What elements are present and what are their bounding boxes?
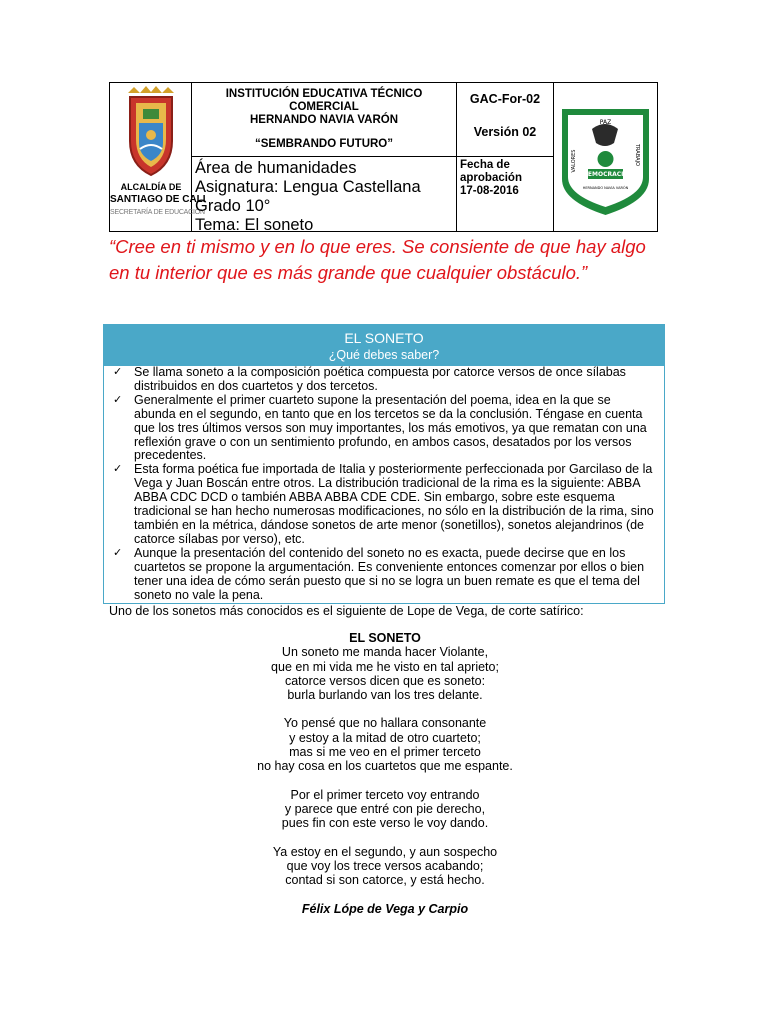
- alcaldia-logo: [110, 83, 206, 231]
- poem-verse: y estoy a la mitad de otro cuarteto;: [289, 730, 481, 745]
- checkmark-icon: ✓: [113, 366, 123, 378]
- poem-verse: mas si me veo en el primer terceto: [289, 745, 481, 760]
- checkmark-icon: ✓: [113, 463, 123, 476]
- approval-date: 17-08-2016: [460, 185, 519, 197]
- institution-name: INSTITUCIÓN EDUCATIVA TÉCNICO COMERCIAL: [225, 88, 423, 113]
- poem-author: Félix Lópe de Vega y Carpio: [301, 902, 469, 917]
- poem-verse: Yo pensé que no hallara consonante: [283, 716, 487, 731]
- list-item-text: Se llama soneto a la composición poética compuesta por catorce versos de once sílabas distribuidos en dos cuartetos y dos tercetos.: [134, 365, 626, 393]
- logo-line-3: SECRETARÍA DE EDUCACIÓN: [110, 209, 205, 216]
- document-header: [109, 82, 658, 232]
- poem-verse: no hay cosa en los cuartetos que me espante.: [257, 759, 513, 774]
- poem-verse: que voy los trece versos acabando;: [286, 858, 484, 873]
- poem-title: EL SONETO: [349, 631, 421, 645]
- list-item-text: Aunque la presentación del contenido del soneto no es exacta, puede decirse que en los cuartetos se propone la argumentación. Es conveniente entonces comenzar por ellos o bien tener una idea de cómo serán puesto que si no se logra un buen remate es que el tema del soneto no vale la pena.: [134, 545, 645, 602]
- list-item-text: Generalmente el primer cuarteto supone la presentación del poema, idea en la que se abunda en el segundo, en tanto que en los tercetos se da la conclusión. Téngase en cuenta que los tres últimos versos son muy importantes, los más emotivos, ya que rematan con una reflexión grave o con un sentimiento profundo, en ambos casos, desatados por los versos precedentes.: [134, 392, 647, 463]
- poem-stanza: [200, 788, 570, 831]
- poem-verse: que en mi vida me he visto en tal aprieto;: [271, 659, 499, 674]
- poem-verse: catorce versos dicen que es soneto:: [284, 673, 486, 688]
- subject-info-cell: [192, 157, 457, 234]
- subject-label: Asignatura: Lengua Castellana: [195, 178, 421, 196]
- shield-left-text: VALORES: [571, 149, 577, 173]
- shield-icon: [554, 83, 657, 231]
- poem-verse: y parece que entré con pie derecho,: [284, 801, 486, 816]
- list-item: [104, 366, 654, 394]
- poem-intro: Uno de los sonetos más conocidos es el siguiente de Lope de Vega, de corte satírico:: [109, 604, 584, 618]
- list-item: [104, 547, 654, 603]
- poem-stanza: [200, 845, 570, 888]
- poem-verse: Ya estoy en el segundo, y aun sospecho: [272, 844, 498, 859]
- approval-date-cell: [457, 157, 554, 231]
- topic-label: Tema: El soneto: [195, 216, 314, 234]
- coat-of-arms-icon: [110, 83, 192, 183]
- info-box-title: EL SONETO: [344, 330, 424, 346]
- motivational-quote: “Cree en ti mismo y en lo que eres. Se consiente de que hay algo en tu interior que es más grande que cualquier obstáculo.”: [109, 236, 646, 283]
- approval-label: Fecha de aprobación: [460, 159, 522, 184]
- poem-verse: contad si son catorce, y está hecho.: [285, 873, 485, 888]
- poem-stanza: [200, 645, 570, 702]
- info-list: [104, 366, 664, 602]
- poem-verse: Un soneto me manda hacer Violante,: [281, 645, 489, 660]
- checkmark-icon: ✓: [113, 546, 123, 559]
- logo-line-2: SANTIAGO DE CALI: [110, 194, 206, 205]
- poem: [200, 631, 570, 917]
- grade-label: Grado 10°: [195, 197, 271, 215]
- shield-right-text: TRABAJO: [634, 143, 640, 167]
- list-item: [104, 463, 654, 546]
- logo-line-1: ALCALDÍA DE: [120, 182, 182, 192]
- institution-motto: “SEMBRANDO FUTURO”: [255, 138, 393, 150]
- list-item: [104, 394, 654, 464]
- area-label: Área de humanidades: [195, 159, 357, 177]
- checkmark-icon: ✓: [113, 393, 123, 406]
- poem-verse: Por el primer terceto voy entrando: [290, 787, 480, 802]
- document-version: Versión 02: [473, 125, 537, 139]
- poem-stanza: [200, 716, 570, 773]
- info-box-subtitle: ¿Qué debes saber?: [328, 348, 440, 362]
- shield-top-text: PAZ: [599, 119, 612, 126]
- list-item-text: Esta forma poética fue importada de Italia y posteriormente perfeccionada por Garcilaso de la Vega y Juan Boscán entre otros. La distribución tradicional de la rima es la siguiente: ABBA ABBA CDC DCD o también ABBA ABBA CDE CDE. Sin embargo, sobre este esquema tradicional se han hecho numerosas modificaciones, no sólo en la distribución de la rima, sino también en la métrica, dándose sonetos de arte menor (sonetillos), sonetos alejandrinos (de catorce sílabas por verso), etc.: [134, 462, 654, 546]
- shield-banner-text: DEMOCRACIA: [582, 171, 629, 178]
- document-code-cell: [457, 83, 554, 157]
- institution-name-2: HERNANDO NAVIA VARÓN: [249, 114, 398, 126]
- document-code: GAC-For-02: [469, 92, 541, 106]
- school-shield-logo: [554, 83, 657, 231]
- institution-cell: [192, 83, 457, 157]
- shield-bottom-text: HERNANDO NAVIA VARÓN: [582, 186, 629, 190]
- poem-verse: burla burlando van los tres delante.: [287, 688, 483, 703]
- info-box-header: [104, 325, 664, 366]
- poem-verse: pues fin con este verso le voy dando.: [281, 816, 489, 831]
- sonnet-info-box: [103, 324, 665, 604]
